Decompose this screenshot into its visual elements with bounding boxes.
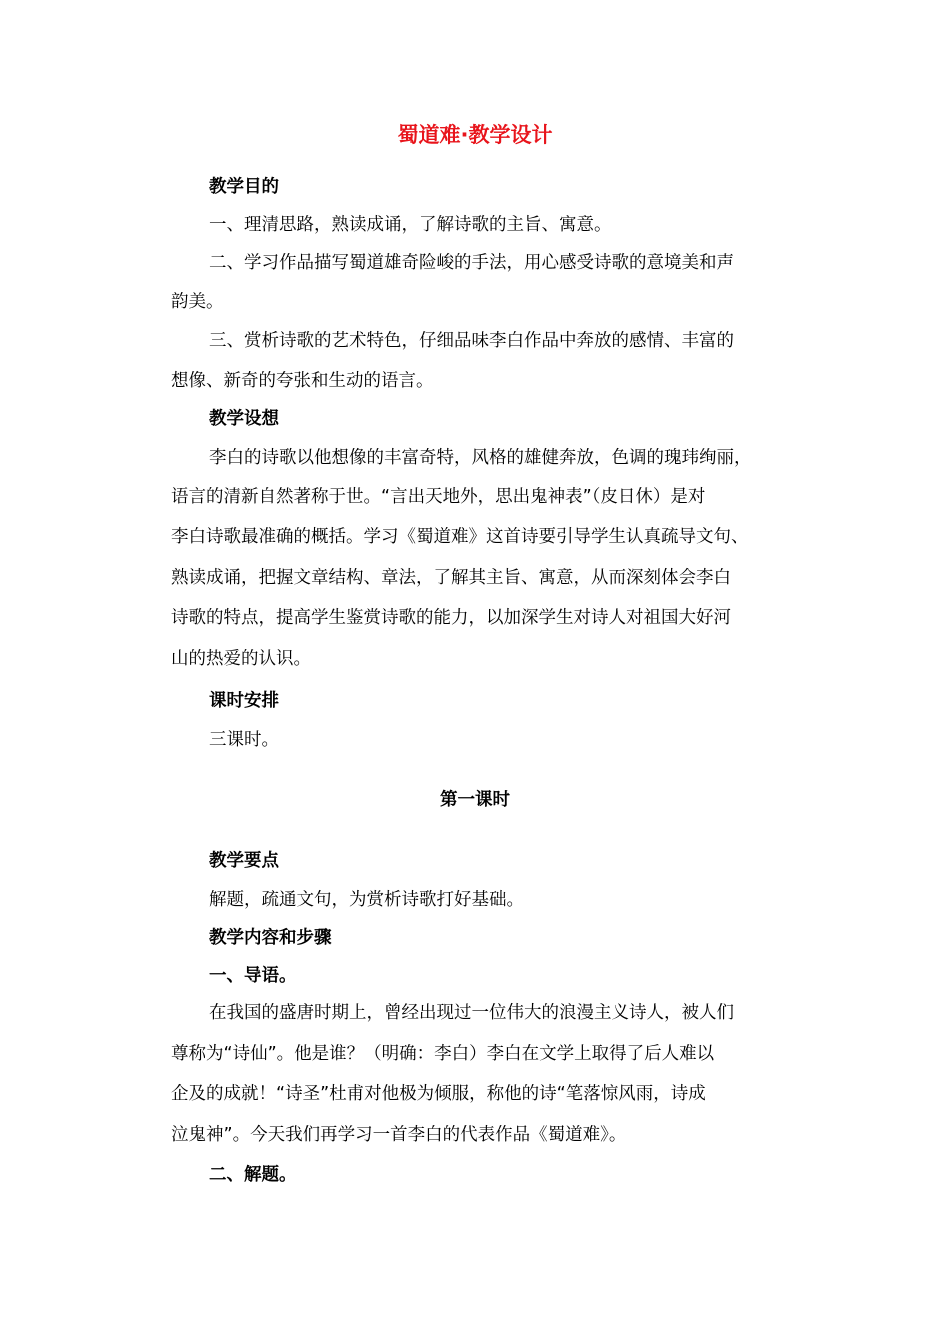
step-1-paragraph-line-3: 企及的成就！“诗圣”杜甫对他极为倾服，称他的诗“笔落惊风雨，诗成: [171, 1084, 706, 1104]
idea-paragraph-line-2: 语言的清新自然著称于世。“言出天地外，思出鬼神表”（皮日休）是对: [171, 487, 706, 507]
step-2-heading: 二、解题。: [209, 1165, 297, 1185]
lesson-1-heading: 第一课时: [440, 790, 510, 810]
schedule-text: 三课时。: [209, 730, 279, 750]
key-points-text: 解题，疏通文句，为赏析诗歌打好基础。: [209, 890, 524, 910]
idea-paragraph-line-5: 诗歌的特点，提高学生鉴赏诗歌的能力，以加深学生对诗人对祖国大好河: [171, 608, 731, 628]
goal-item-1: 一、理清思路，熟读成诵，了解诗歌的主旨、寓意。: [209, 215, 612, 235]
goal-item-3-line-2: 想像、新奇的夸张和生动的语言。: [171, 371, 434, 391]
section-heading-idea: 教学设想: [209, 409, 279, 429]
section-heading-schedule: 课时安排: [209, 691, 279, 711]
step-1-paragraph-line-4: 泣鬼神”。今天我们再学习一首李白的代表作品《蜀道难》。: [171, 1125, 627, 1145]
section-heading-goals: 教学目的: [209, 177, 279, 197]
goal-item-3-line-1: 三、赏析诗歌的艺术特色，仔细品味李白作品中奔放的感情、丰富的: [209, 331, 734, 351]
section-heading-key-points: 教学要点: [209, 851, 279, 871]
step-1-paragraph-line-1: 在我国的盛唐时期上，曾经出现过一位伟大的浪漫主义诗人，被人们: [209, 1003, 734, 1023]
step-1-paragraph-line-2: 尊称为“诗仙”。他是谁？（明确：李白）李白在文学上取得了后人难以: [171, 1044, 715, 1064]
idea-paragraph-line-3: 李白诗歌最准确的概括。学习《蜀道难》这首诗要引导学生认真疏导文句、: [171, 527, 749, 547]
goal-item-2-line-1: 二、学习作品描写蜀道雄奇险峻的手法，用心感受诗歌的意境美和声: [209, 253, 734, 273]
section-heading-steps: 教学内容和步骤: [209, 928, 332, 948]
goal-item-2-line-2: 韵美。: [171, 292, 224, 312]
idea-paragraph-line-1: 李白的诗歌以他想像的丰富奇特，风格的雄健奔放，色调的瑰玮绚丽，: [209, 448, 752, 468]
document-title: 蜀道难·教学设计: [397, 123, 553, 147]
idea-paragraph-line-4: 熟读成诵，把握文章结构、章法，了解其主旨、寓意，从而深刻体会李白: [171, 568, 731, 588]
idea-paragraph-line-6: 山的热爱的认识。: [171, 649, 311, 669]
step-1-heading: 一、导语。: [209, 966, 297, 986]
